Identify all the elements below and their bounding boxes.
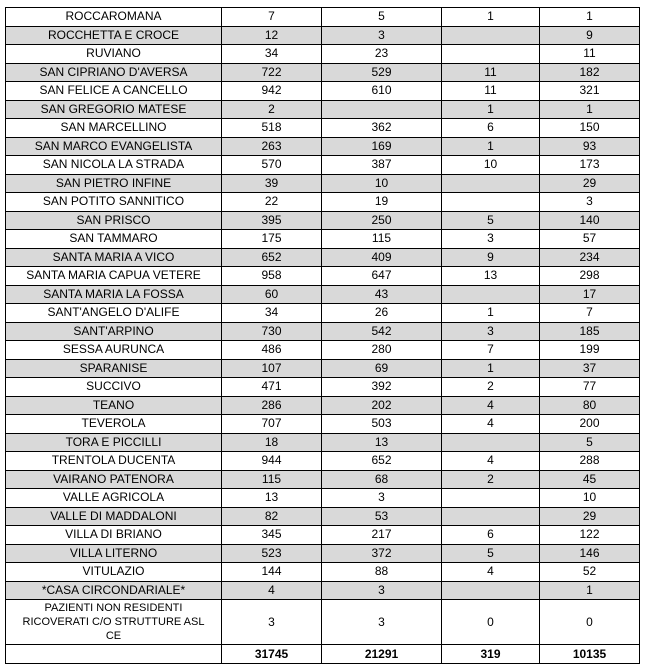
- municipality-cell: PAZIENTI NON RESIDENTI RICOVERATI C/O STRUTTURE ASL CE: [6, 600, 222, 645]
- table-row: [6, 45, 640, 64]
- value-cell-1: 34: [222, 304, 322, 323]
- municipality-cell: SPARANISE: [6, 359, 222, 378]
- table-row: [6, 285, 640, 304]
- table-row: [6, 156, 640, 175]
- table-row: [6, 137, 640, 156]
- municipality-cell: SESSA AURUNCA: [6, 341, 222, 360]
- value-cell-4: 1: [540, 581, 640, 600]
- value-cell-3: 7: [442, 341, 540, 360]
- value-cell-1: 944: [222, 452, 322, 471]
- municipality-cell: *CASA CIRCONDARIALE*: [6, 581, 222, 600]
- data-table: [5, 7, 640, 664]
- value-cell-3: 1: [442, 359, 540, 378]
- value-cell-1: 471: [222, 378, 322, 397]
- table-row: [6, 489, 640, 508]
- table-row: [6, 359, 640, 378]
- value-cell-2: 3: [322, 600, 442, 645]
- value-cell-3: 6: [442, 526, 540, 545]
- municipality-cell: SAN MARCO EVANGELISTA: [6, 137, 222, 156]
- municipality-cell: [6, 645, 222, 664]
- value-cell-4: 52: [540, 563, 640, 582]
- value-cell-3: 0: [442, 600, 540, 645]
- municipality-cell: ROCCHETTA E CROCE: [6, 26, 222, 45]
- value-cell-3: 10: [442, 156, 540, 175]
- value-cell-2: 647: [322, 267, 442, 286]
- value-cell-2: 652: [322, 452, 442, 471]
- municipality-cell: SANTA MARIA A VICO: [6, 248, 222, 267]
- value-cell-1: 263: [222, 137, 322, 156]
- value-cell-3: 5: [442, 211, 540, 230]
- value-cell-3: [442, 26, 540, 45]
- value-cell-1: 82: [222, 507, 322, 526]
- municipality-cell: VAIRANO PATENORA: [6, 470, 222, 489]
- value-cell-3: 3: [442, 322, 540, 341]
- municipality-cell: ROCCAROMANA: [6, 8, 222, 27]
- value-cell-1: 18: [222, 433, 322, 452]
- table-row: [6, 248, 640, 267]
- municipality-cell: VILLA LITERNO: [6, 544, 222, 563]
- value-cell-4: 37: [540, 359, 640, 378]
- value-cell-2: 3: [322, 581, 442, 600]
- value-cell-1: 107: [222, 359, 322, 378]
- municipality-cell: SAN NICOLA LA STRADA: [6, 156, 222, 175]
- table-row: [6, 82, 640, 101]
- value-cell-1: 707: [222, 415, 322, 434]
- value-cell-2: 529: [322, 63, 442, 82]
- table-row: [6, 230, 640, 249]
- value-cell-4: 57: [540, 230, 640, 249]
- value-cell-2: 542: [322, 322, 442, 341]
- value-cell-4: 288: [540, 452, 640, 471]
- value-cell-4: 140: [540, 211, 640, 230]
- table-row: [6, 526, 640, 545]
- value-cell-2: 88: [322, 563, 442, 582]
- value-cell-2: 362: [322, 119, 442, 138]
- table-row: [6, 119, 640, 138]
- value-cell-2: 250: [322, 211, 442, 230]
- value-cell-2: 3: [322, 26, 442, 45]
- table-row: [6, 507, 640, 526]
- value-cell-4: 3: [540, 193, 640, 212]
- value-cell-3: 1: [442, 8, 540, 27]
- value-cell-2: 13: [322, 433, 442, 452]
- value-cell-4: 7: [540, 304, 640, 323]
- value-cell-4: 5: [540, 433, 640, 452]
- table-row: [6, 304, 640, 323]
- value-cell-4: 11: [540, 45, 640, 64]
- value-cell-1: 486: [222, 341, 322, 360]
- value-cell-2: 202: [322, 396, 442, 415]
- table-row: [6, 322, 640, 341]
- value-cell-2: 610: [322, 82, 442, 101]
- table-row: [6, 174, 640, 193]
- value-cell-2: 3: [322, 489, 442, 508]
- value-cell-1: 34: [222, 45, 322, 64]
- table-row: [6, 26, 640, 45]
- value-cell-4: 150: [540, 119, 640, 138]
- value-cell-3: 5: [442, 544, 540, 563]
- value-cell-1: 7: [222, 8, 322, 27]
- value-cell-3: 13: [442, 267, 540, 286]
- value-cell-2: 115: [322, 230, 442, 249]
- municipality-cell: SUCCIVO: [6, 378, 222, 397]
- municipality-cell: VALLE AGRICOLA: [6, 489, 222, 508]
- value-cell-2: 23: [322, 45, 442, 64]
- municipality-cell: SAN POTITO SANNITICO: [6, 193, 222, 212]
- non-resident-patients-row: [6, 600, 640, 645]
- value-cell-3: [442, 45, 540, 64]
- value-cell-2: 10: [322, 174, 442, 193]
- value-cell-2: 280: [322, 341, 442, 360]
- value-cell-3: 2: [442, 378, 540, 397]
- municipality-cell: SAN MARCELLINO: [6, 119, 222, 138]
- value-cell-3: 1: [442, 100, 540, 119]
- value-cell-4: 1: [540, 100, 640, 119]
- municipality-cell: TORA E PICCILLI: [6, 433, 222, 452]
- value-cell-1: 958: [222, 267, 322, 286]
- value-cell-2: 503: [322, 415, 442, 434]
- value-cell-1: 286: [222, 396, 322, 415]
- value-cell-1: 22: [222, 193, 322, 212]
- value-cell-2: 69: [322, 359, 442, 378]
- value-cell-3: [442, 507, 540, 526]
- value-cell-2: [322, 100, 442, 119]
- municipality-cell: TRENTOLA DUCENTA: [6, 452, 222, 471]
- value-cell-1: 523: [222, 544, 322, 563]
- table-row: [6, 267, 640, 286]
- value-cell-1: 722: [222, 63, 322, 82]
- value-cell-1: 39: [222, 174, 322, 193]
- municipality-cell: SANT'ARPINO: [6, 322, 222, 341]
- value-cell-2: 392: [322, 378, 442, 397]
- value-cell-4: 1: [540, 8, 640, 27]
- municipality-cell: SANT'ANGELO D'ALIFE: [6, 304, 222, 323]
- municipality-cell: SANTA MARIA CAPUA VETERE: [6, 267, 222, 286]
- value-cell-4: 29: [540, 507, 640, 526]
- table-row: [6, 63, 640, 82]
- municipality-cell: SAN PRISCO: [6, 211, 222, 230]
- value-cell-1: 2: [222, 100, 322, 119]
- table-row: [6, 563, 640, 582]
- value-cell-4: 122: [540, 526, 640, 545]
- value-cell-4: 80: [540, 396, 640, 415]
- municipality-cell: SAN CIPRIANO D'AVERSA: [6, 63, 222, 82]
- value-cell-4: 199: [540, 341, 640, 360]
- value-cell-3: [442, 193, 540, 212]
- value-cell-3: 3: [442, 230, 540, 249]
- table-row: [6, 396, 640, 415]
- value-cell-2: 372: [322, 544, 442, 563]
- value-cell-4: 93: [540, 137, 640, 156]
- municipality-cell: SAN TAMMARO: [6, 230, 222, 249]
- value-cell-2: 387: [322, 156, 442, 175]
- value-cell-1: 115: [222, 470, 322, 489]
- value-cell-3: 4: [442, 563, 540, 582]
- value-cell-4: 200: [540, 415, 640, 434]
- value-cell-3: 4: [442, 396, 540, 415]
- value-cell-3: 2: [442, 470, 540, 489]
- value-cell-3: [442, 285, 540, 304]
- value-cell-1: 652: [222, 248, 322, 267]
- value-cell-3: 4: [442, 452, 540, 471]
- value-cell-3: [442, 433, 540, 452]
- value-cell-4: 9: [540, 26, 640, 45]
- value-cell-3: 319: [442, 645, 540, 664]
- value-cell-3: 4: [442, 415, 540, 434]
- table-row: [6, 415, 640, 434]
- municipality-cell: VILLA DI BRIANO: [6, 526, 222, 545]
- municipality-cell: TEANO: [6, 396, 222, 415]
- value-cell-2: 5: [322, 8, 442, 27]
- table-row: [6, 544, 640, 563]
- value-cell-3: [442, 489, 540, 508]
- value-cell-3: [442, 174, 540, 193]
- municipality-cell: VITULAZIO: [6, 563, 222, 582]
- value-cell-4: 10: [540, 489, 640, 508]
- value-cell-2: 217: [322, 526, 442, 545]
- table-row: [6, 433, 640, 452]
- value-cell-3: 1: [442, 304, 540, 323]
- value-cell-1: 518: [222, 119, 322, 138]
- value-cell-1: 60: [222, 285, 322, 304]
- value-cell-1: 12: [222, 26, 322, 45]
- table-row: [6, 378, 640, 397]
- value-cell-1: 4: [222, 581, 322, 600]
- value-cell-1: 345: [222, 526, 322, 545]
- municipality-cell: TEVEROLA: [6, 415, 222, 434]
- table-row: [6, 581, 640, 600]
- table-row: [6, 452, 640, 471]
- value-cell-4: 17: [540, 285, 640, 304]
- municipality-cell: SAN FELICE A CANCELLO: [6, 82, 222, 101]
- value-cell-1: 175: [222, 230, 322, 249]
- value-cell-4: 29: [540, 174, 640, 193]
- table-row: [6, 100, 640, 119]
- table-row: [6, 470, 640, 489]
- value-cell-4: 146: [540, 544, 640, 563]
- value-cell-1: 730: [222, 322, 322, 341]
- value-cell-3: 6: [442, 119, 540, 138]
- value-cell-1: 31745: [222, 645, 322, 664]
- value-cell-4: 45: [540, 470, 640, 489]
- table-body: [6, 8, 640, 664]
- value-cell-4: 173: [540, 156, 640, 175]
- total-row: [6, 645, 640, 664]
- value-cell-3: 11: [442, 63, 540, 82]
- value-cell-1: 3: [222, 600, 322, 645]
- value-cell-2: 21291: [322, 645, 442, 664]
- value-cell-2: 68: [322, 470, 442, 489]
- municipality-cell: RUVIANO: [6, 45, 222, 64]
- value-cell-4: 234: [540, 248, 640, 267]
- value-cell-2: 19: [322, 193, 442, 212]
- value-cell-2: 26: [322, 304, 442, 323]
- value-cell-4: 77: [540, 378, 640, 397]
- value-cell-1: 13: [222, 489, 322, 508]
- municipality-cell: SAN PIETRO INFINE: [6, 174, 222, 193]
- value-cell-2: 409: [322, 248, 442, 267]
- value-cell-4: 0: [540, 600, 640, 645]
- municipality-cell: SAN GREGORIO MATESE: [6, 100, 222, 119]
- value-cell-1: 395: [222, 211, 322, 230]
- table-row: [6, 193, 640, 212]
- value-cell-1: 144: [222, 563, 322, 582]
- municipality-cell: SANTA MARIA LA FOSSA: [6, 285, 222, 304]
- value-cell-3: 11: [442, 82, 540, 101]
- value-cell-4: 10135: [540, 645, 640, 664]
- municipality-cell: VALLE DI MADDALONI: [6, 507, 222, 526]
- value-cell-2: 169: [322, 137, 442, 156]
- table-row: [6, 341, 640, 360]
- value-cell-2: 53: [322, 507, 442, 526]
- value-cell-4: 185: [540, 322, 640, 341]
- value-cell-3: 1: [442, 137, 540, 156]
- value-cell-1: 570: [222, 156, 322, 175]
- value-cell-4: 182: [540, 63, 640, 82]
- value-cell-4: 321: [540, 82, 640, 101]
- value-cell-4: 298: [540, 267, 640, 286]
- table-row: [6, 8, 640, 27]
- value-cell-1: 942: [222, 82, 322, 101]
- value-cell-3: 9: [442, 248, 540, 267]
- value-cell-2: 43: [322, 285, 442, 304]
- table-row: [6, 211, 640, 230]
- value-cell-3: [442, 581, 540, 600]
